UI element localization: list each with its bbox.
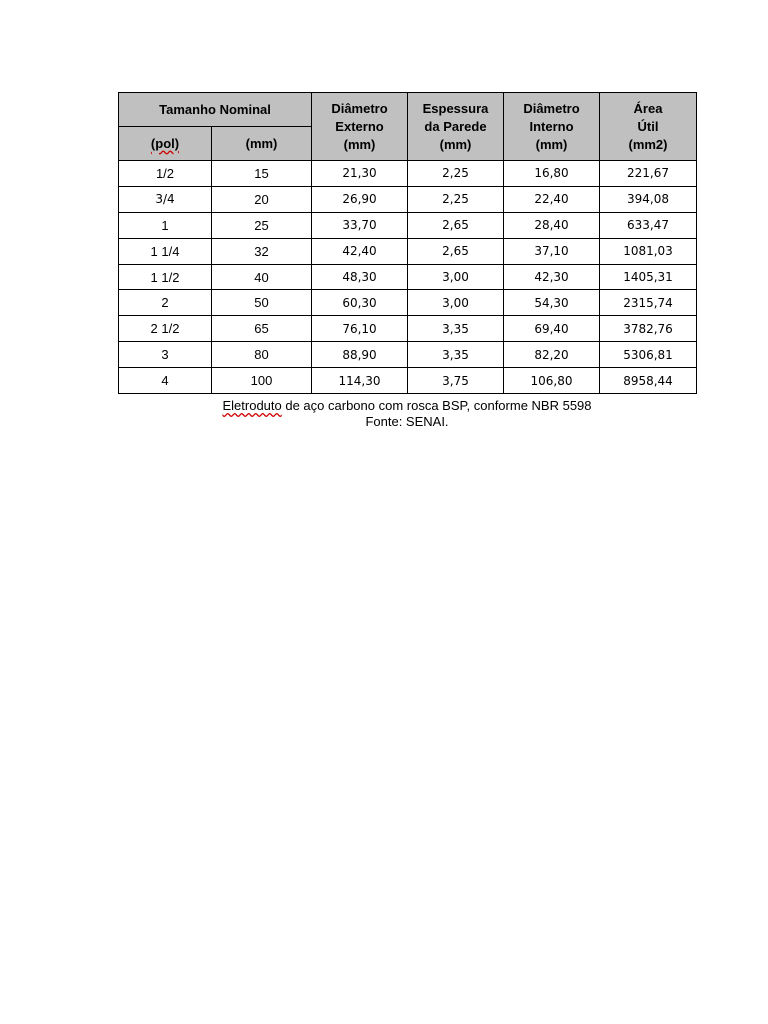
table-cell: 48,30	[312, 264, 408, 290]
table-cell: 3/4	[119, 186, 212, 212]
header-line: Interno	[529, 118, 574, 134]
table-row	[119, 161, 697, 187]
header-line: da Parede	[424, 118, 487, 134]
header-line: Externo	[335, 118, 384, 134]
table-cell: 69,40	[504, 316, 600, 342]
table-row	[119, 316, 697, 342]
table-cell: 22,40	[504, 186, 600, 212]
table-cell: 3,00	[408, 264, 504, 290]
table-cell: 3,75	[408, 368, 504, 394]
header-tamanho-nominal: Tamanho Nominal	[119, 93, 312, 127]
table-cell: 114,30	[312, 368, 408, 394]
header-area-util	[600, 93, 697, 161]
header-line: (mm2)	[628, 136, 668, 152]
table-cell: 8958,44	[600, 368, 697, 394]
table-row	[119, 186, 697, 212]
table-cell: 28,40	[504, 212, 600, 238]
table-cell: 42,30	[504, 264, 600, 290]
caption-flagged-word: Eletroduto	[222, 398, 282, 414]
subheader-mm: (mm)	[212, 127, 312, 161]
table-cell: 40	[212, 264, 312, 290]
table-cell: 5306,81	[600, 342, 697, 368]
table-cell: 2315,74	[600, 290, 697, 316]
table-cell: 65	[212, 316, 312, 342]
table-cell: 1/2	[119, 161, 212, 187]
table-cell: 4	[119, 368, 212, 394]
table-cell: 54,30	[504, 290, 600, 316]
table-cell: 1 1/4	[119, 238, 212, 264]
table-row	[119, 212, 697, 238]
table-cell: 25	[212, 212, 312, 238]
table-cell: 2,65	[408, 212, 504, 238]
table-cell: 1081,03	[600, 238, 697, 264]
conduit-spec-table	[118, 92, 697, 394]
table-cell: 37,10	[504, 238, 600, 264]
caption-text: de aço carbono com rosca BSP, conforme NBR 5598	[281, 398, 592, 414]
table-body	[119, 161, 697, 394]
table-cell: 1	[119, 212, 212, 238]
table-cell: 633,47	[600, 212, 697, 238]
table-cell: 100	[212, 368, 312, 394]
header-line: Diâmetro	[523, 100, 580, 116]
table-cell: 3782,76	[600, 316, 697, 342]
table-row	[119, 368, 697, 394]
table-cell: 3,35	[408, 342, 504, 368]
table-cell: 221,67	[600, 161, 697, 187]
subheader-pol-text: (pol)	[150, 135, 180, 151]
table-cell: 2,65	[408, 238, 504, 264]
table-row	[119, 238, 697, 264]
header-line: (mm)	[439, 136, 472, 152]
table-cell: 106,80	[504, 368, 600, 394]
table-caption	[118, 398, 696, 430]
table-cell: 2,25	[408, 161, 504, 187]
table-cell: 80	[212, 342, 312, 368]
table-cell: 82,20	[504, 342, 600, 368]
table-cell: 15	[212, 161, 312, 187]
table-row	[119, 342, 697, 368]
table-cell: 32	[212, 238, 312, 264]
table-cell: 33,70	[312, 212, 408, 238]
header-line: Útil	[637, 118, 659, 134]
document-page	[118, 92, 696, 430]
table-cell: 76,10	[312, 316, 408, 342]
table-cell: 16,80	[504, 161, 600, 187]
header-line: Diâmetro	[331, 100, 388, 116]
header-line: Área	[633, 100, 663, 116]
table-cell: 50	[212, 290, 312, 316]
table-cell: 2,25	[408, 186, 504, 212]
table-cell: 2	[119, 290, 212, 316]
table-cell: 2 1/2	[119, 316, 212, 342]
table-cell: 3	[119, 342, 212, 368]
table-cell: 1405,31	[600, 264, 697, 290]
table-cell: 26,90	[312, 186, 408, 212]
table-cell: 42,40	[312, 238, 408, 264]
header-line: (mm)	[343, 136, 376, 152]
table-cell: 394,08	[600, 186, 697, 212]
caption-line-1	[118, 398, 696, 414]
table-cell: 60,30	[312, 290, 408, 316]
table-cell: 88,90	[312, 342, 408, 368]
table-cell: 21,30	[312, 161, 408, 187]
header-espessura-parede	[408, 93, 504, 161]
subheader-pol	[119, 127, 212, 161]
table-cell: 3,35	[408, 316, 504, 342]
header-line: Espessura	[422, 100, 489, 116]
table-row	[119, 290, 697, 316]
table-cell: 20	[212, 186, 312, 212]
table-cell: 1 1/2	[119, 264, 212, 290]
header-diametro-interno	[504, 93, 600, 161]
header-line: (mm)	[535, 136, 568, 152]
table-row	[119, 264, 697, 290]
table-cell: 3,00	[408, 290, 504, 316]
caption-line-2: Fonte: SENAI.	[365, 414, 449, 430]
header-diametro-externo	[312, 93, 408, 161]
